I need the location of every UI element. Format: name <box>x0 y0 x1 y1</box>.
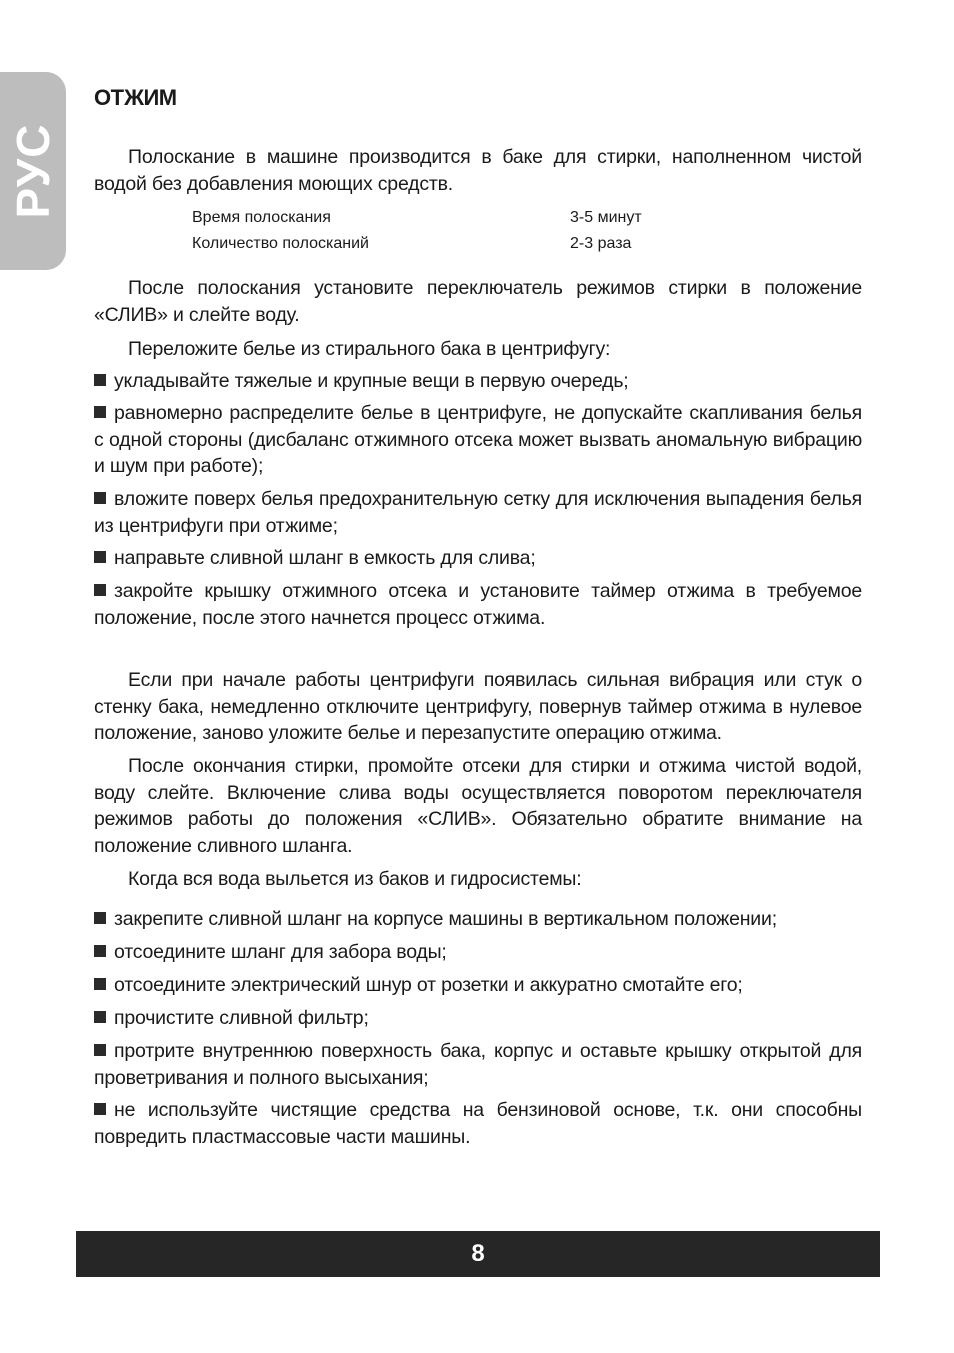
bullet-square-icon <box>94 584 106 596</box>
page-number: 8 <box>471 1240 485 1267</box>
language-tab-label: РУС <box>7 123 59 219</box>
transfer-paragraph: Переложите белье из стирального бака в центрифугу: <box>128 338 611 360</box>
list-item-text: равномерно распределите белье в центрифуге, не допускайте скапливания белья с одной стороны (дисбаланс отжимного отсека может вызвать аномальную вибрацию и шум при работе); <box>94 402 862 477</box>
bullet-square-icon <box>94 912 106 924</box>
list-item-text: направьте сливной шланг в емкость для слива; <box>114 547 536 569</box>
bullet-square-icon <box>94 492 106 504</box>
list-item <box>94 368 862 395</box>
after-wash-paragraph: После окончания стирки, промойте отсеки для стирки и отжима чистой водой, воду слейте. Включение слива воды осуществляется поворотом переключателя режимов работы до положения «СЛИВ». Обязательно обратите внимание на положение сливного шланга. <box>94 755 862 857</box>
list-item-text: вложите поверх белья предохранительную сетку для исключения выпадения белья из центрифуги при отжиме; <box>94 488 862 537</box>
list-item <box>94 486 862 539</box>
list-item-text: не используйте чистящие средства на бензиновой основе, т.к. они способны повредить пластмассовые части машины. <box>94 1099 862 1148</box>
bullet-square-icon <box>94 551 106 563</box>
bullet-square-icon <box>94 1011 106 1023</box>
list-item-text: прочистите сливной фильтр; <box>114 1007 369 1029</box>
bullet-square-icon <box>94 978 106 990</box>
bullet-square-icon <box>94 1103 106 1115</box>
intro-paragraph: Полоскание в машине производится в баке для стирки, наполненном чистой водой без добавления моющих средств. <box>94 146 862 195</box>
list-item <box>94 400 862 480</box>
bullet-square-icon <box>94 406 106 418</box>
list-item <box>94 545 862 572</box>
bullet-square-icon <box>94 945 106 957</box>
bullet-square-icon <box>94 374 106 386</box>
spec-value: 3-5 минут <box>570 209 642 226</box>
spec-row <box>192 209 652 231</box>
list-item <box>94 1005 862 1032</box>
bullet-square-icon <box>94 1044 106 1056</box>
list-item <box>94 906 862 933</box>
list-item-text: отсоедините электрический шнур от розетки и аккуратно смотайте его; <box>114 974 743 996</box>
list-item-text: укладывайте тяжелые и крупные вещи в первую очередь; <box>114 370 629 392</box>
page-number-bar <box>76 1231 880 1277</box>
list-item-text: протрите внутреннюю поверхность бака, корпус и оставьте крышку открытой для проветривания и полного высыхания; <box>94 1040 862 1089</box>
list-item <box>94 939 862 966</box>
language-tab <box>0 72 66 270</box>
when-drained-paragraph: Когда вся вода выльется из баков и гидросистемы: <box>128 868 582 890</box>
spec-label: Время полоскания <box>192 209 331 226</box>
list-item <box>94 578 862 631</box>
spec-value: 2-3 раза <box>570 235 632 252</box>
page-heading: ОТЖИМ <box>94 85 177 110</box>
vibration-paragraph: Если при начале работы центрифуги появилась сильная вибрация или стук о стенку бака, немедленно отключите центрифугу, повернув таймер отжима в нулевое положение, заново уложите белье и перезапустите операцию отжима. <box>94 669 862 744</box>
list-item <box>94 972 862 999</box>
list-item-text: закройте крышку отжимного отсека и установите таймер отжима в требуемое положение, после этого начнется процесс отжима. <box>94 580 862 629</box>
spec-label: Количество полосканий <box>192 235 369 252</box>
list-item-text: отсоедините шланг для забора воды; <box>114 941 447 963</box>
list-item <box>94 1038 862 1091</box>
list-item <box>94 1097 862 1150</box>
list-item-text: закрепите сливной шланг на корпусе машины в вертикальном положении; <box>114 908 777 930</box>
spec-row <box>192 235 652 257</box>
after-rinse-paragraph: После полоскания установите переключатель режимов стирки в положение «СЛИВ» и слейте воду. <box>94 277 862 326</box>
